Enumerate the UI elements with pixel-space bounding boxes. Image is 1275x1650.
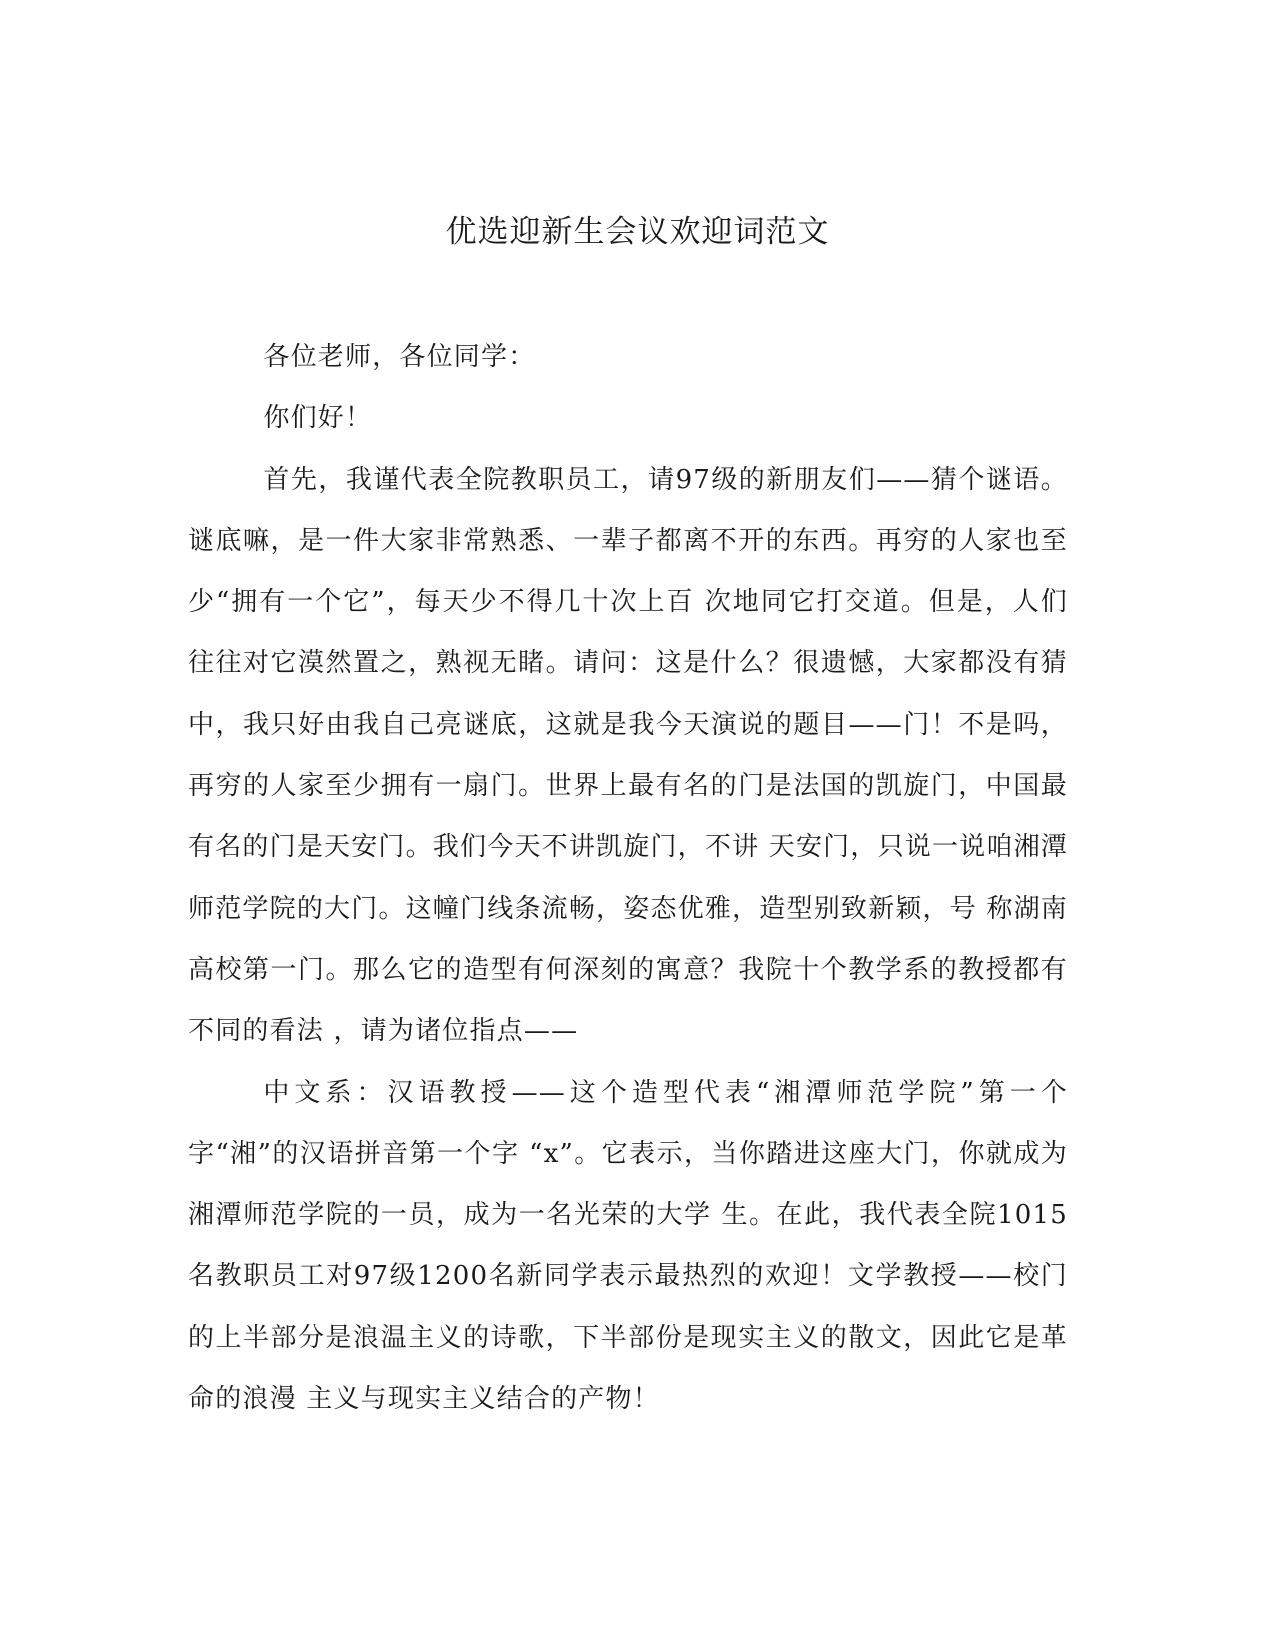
paragraph-salutation: 各位老师，各位同学：: [263, 342, 536, 372]
document-body: [188, 327, 1068, 1430]
paragraph-riddle: 首先，我谨代表全院教职员工，请97级的新朋友们——猜个谜语。谜底嘛，是一件大家非常熟悉、一辈子都离不开的东西。再穷的人家也至少“拥有一个它”，每天少不得几十次上百 次地同它打交道。但是，人们往往对它漠然置之，熟视无睹。请问：这是什么？很遗憾，大家都没有猜中，我只好由我自己亮谜底，这就是我今天演说的题目——门！不是吗，再穷的人家至少拥有一扇门。世界上最有名的门是法国的凯旋门，中国最有名的门是天安门。我们今天不讲凯旋门，不讲 天安门，只说一说咱湘潭师范学院的大门。这幢门线条流畅，姿态优雅，造型别致新颖，号 称湖南高校第一门。那么它的造型有何深刻的寓意？我院十个教学系的教授都有不同的看法 ，请为诸位指点——: [188, 464, 1068, 1047]
paragraph-chinese-dept: 中文系：汉语教授——这个造型代表“湘潭师范学院”第一个字“湘”的汉语拼音第一个字 “x”。它表示，当你踏进这座大门，你就成为湘潭师范学院的一员，成为一名光荣的大学 生。在此，我代表全院1015名教职员工对97级1200名新同学表示最热烈的欢迎！文学教授——校门的上半部分是浪温主义的诗歌，下半部份是现实主义的散文，因此它是革命的浪漫 主义与现实主义结合的产物！: [188, 1077, 1068, 1415]
document-title: 优选迎新生会议欢迎词范文: [445, 214, 830, 250]
paragraph-greeting: 你们好！: [263, 403, 373, 434]
